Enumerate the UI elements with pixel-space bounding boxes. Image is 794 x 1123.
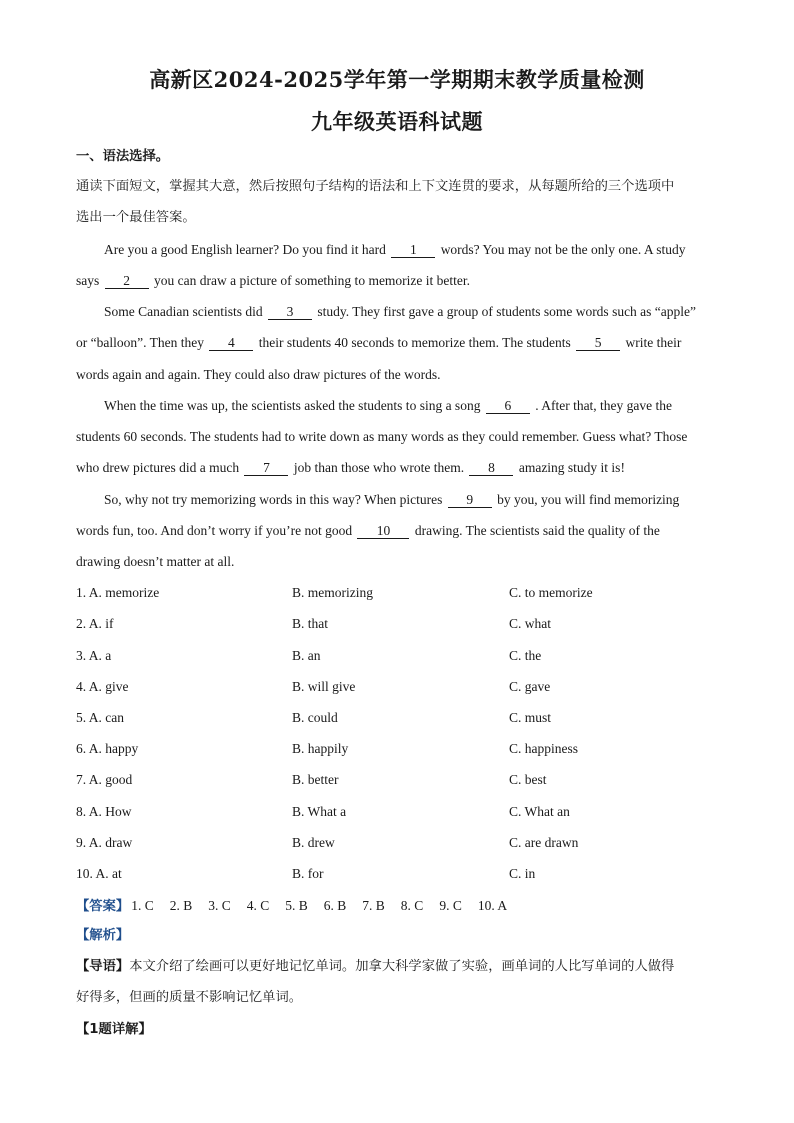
option-c: C. are drawn — [509, 835, 579, 850]
option-b: B. could — [292, 710, 338, 725]
exam-title: 高新区2024-2025学年第一学期期末教学质量检测 — [149, 67, 645, 92]
option-a: 7. A. good — [76, 772, 133, 787]
blank-7: 7 — [244, 460, 288, 476]
passage-line: words again and again. They could also draw pictures of the words. — [76, 367, 441, 382]
answer-item: 6. B — [323, 898, 347, 913]
option-a: 10. A. at — [76, 866, 122, 881]
answer-label: 【答案】 — [76, 899, 130, 914]
option-a: 9. A. draw — [76, 835, 133, 850]
passage-line: So, why not try memorizing words in this way? When pictures 9 by you, you will find memorizing — [104, 492, 680, 507]
option-b: B. happily — [292, 741, 349, 756]
passage-line: Some Canadian scientists did 3 study. They first gave a group of students some words such as “apple” — [104, 304, 697, 319]
option-c: C. happiness — [509, 741, 578, 756]
section-heading: 一、语法选择。 — [76, 149, 170, 164]
option-a: 8. A. How — [76, 804, 132, 819]
answer-item: 3. C — [208, 898, 231, 913]
passage-line: words fun, too. And don’t worry if you’re not good 10 drawing. The scientists said the quality of the — [76, 523, 660, 538]
option-a: 3. A. a — [76, 648, 112, 663]
answer-item: 5. B — [285, 898, 308, 913]
passage-line: students 60 seconds. The students had to write down as many words as they could remember. Guess what? Those — [76, 429, 688, 444]
guide-line-1: 【导语】本文介绍了绘画可以更好地记忆单词。加拿大科学家做了实验，画单词的人比写单词的人做得 — [76, 959, 675, 974]
option-b: B. What a — [292, 804, 347, 819]
option-c: C. to memorize — [509, 585, 593, 600]
detail-heading: 【1题详解】 — [76, 1022, 152, 1037]
answer-item: 2. B — [169, 898, 193, 913]
option-c: C. What an — [509, 804, 570, 819]
passage-line: or “balloon”. Then they 4 their students 40 seconds to memorize them. The students 5 write their — [76, 335, 682, 350]
guide-line-2: 好得多，但画的质量不影响记忆单词。 — [76, 990, 303, 1005]
option-a: 2. A. if — [76, 616, 114, 631]
instruction-line-1: 通读下面短文，掌握其大意，然后按照句子结构的语法和上下文连贯的要求，从每题所给的三个选项中 — [76, 179, 675, 194]
option-c: C. best — [509, 772, 547, 787]
passage-line: who drew pictures did a much 7 job than those who wrote them. 8 amazing study it is! — [76, 460, 625, 475]
answer-item: 10. A — [477, 898, 508, 913]
exam-subtitle: 九年级英语科试题 — [311, 109, 483, 134]
blank-10: 10 — [357, 523, 409, 539]
analysis-label: 【解析】 — [76, 928, 130, 943]
blank-1: 1 — [391, 242, 435, 258]
answer-item: 9. C — [439, 898, 462, 913]
passage-line: says 2 you can draw a picture of something to memorize it better. — [76, 273, 471, 288]
blank-8: 8 — [469, 460, 513, 476]
option-a: 1. A. memorize — [76, 585, 160, 600]
option-b: B. better — [292, 772, 339, 787]
option-a: 6. A. happy — [76, 741, 139, 756]
option-a: 4. A. give — [76, 679, 129, 694]
option-b: B. memorizing — [292, 585, 373, 600]
option-b: B. will give — [292, 679, 356, 694]
answer-item: 8. C — [400, 898, 424, 913]
option-b: B. for — [292, 866, 324, 881]
blank-3: 3 — [268, 304, 312, 320]
option-b: B. drew — [292, 835, 335, 850]
instruction-line-2: 选出一个最佳答案。 — [76, 210, 196, 225]
option-c: C. what — [509, 616, 551, 631]
answer-row — [76, 895, 507, 914]
answer-item: 7. B — [362, 898, 385, 913]
answer-item: 4. C — [246, 898, 270, 913]
passage-line: When the time was up, the scientists asked the students to sing a song 6 . After that, they gave the — [104, 398, 673, 413]
guide-label: 【导语】 — [76, 959, 130, 974]
blank-2: 2 — [105, 273, 149, 289]
option-b: B. an — [292, 648, 321, 663]
option-b: B. that — [292, 616, 328, 631]
option-c: C. in — [509, 866, 536, 881]
passage-line: Are you a good English learner? Do you find it hard 1 words? You may not be the only one. A study — [104, 242, 686, 257]
option-c: C. the — [509, 648, 542, 663]
blank-5: 5 — [576, 335, 620, 351]
option-c: C. must — [509, 710, 552, 725]
blank-9: 9 — [448, 492, 492, 508]
answer-item: 1. C — [131, 898, 154, 913]
option-a: 5. A. can — [76, 710, 124, 725]
passage-line: drawing doesn’t matter at all. — [76, 554, 235, 569]
option-c: C. gave — [509, 679, 551, 694]
blank-4: 4 — [209, 335, 253, 351]
blank-6: 6 — [486, 398, 530, 414]
